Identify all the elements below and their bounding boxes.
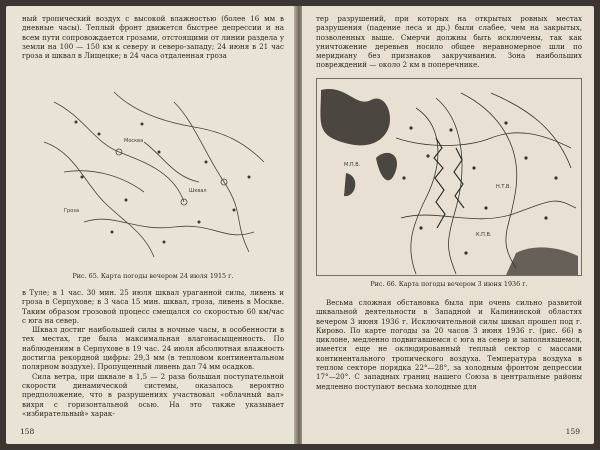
left-top-paragraph <box>22 14 284 60</box>
left-para-1: в Туле; в 1 час. 30 мин. 25 июля шквал ураганной силы, ливень и гроза в Серпухове; в 3 часа 15 мин. шквал, гроза, ливень в Москве. Таким образом грозовой процесс смещался со скоростью 60 км/час с юга на север. <box>22 288 284 325</box>
right-top-paragraph <box>316 14 582 70</box>
left-para-2: Шквал достиг наибольшей силы в ночные часы, в особенности в тех местах, где была максимальная влагонасыщенность. По наблюдениям в Серпухове в 19 час. 24 июля абсолютная влажность достигла рекордной цифры: 29,3 мм (в тепловом континентальном полярном воздухе). Пропущенный ливень дал 74 мм осадков. <box>22 325 284 372</box>
left-page-number: 158 <box>20 427 35 436</box>
map-label-1: Москва <box>124 138 144 144</box>
left-page <box>6 6 296 444</box>
left-para-3: Сила ветра, при шквале в 1,5 — 2 раза большая поступательной скорости динамической системы, оказалось вероятно предположение, что в разрушениях участвовал «облачный вал» вихря с горизонтальной осью. На это также указывает «избирательный» харак- <box>22 371 284 418</box>
right-page-number: 159 <box>565 427 580 436</box>
weather-map-fig-66 <box>316 78 582 290</box>
left-body <box>22 288 284 418</box>
right-map-label-2: Н.Т.В. <box>496 184 512 190</box>
weather-map-fig-65 <box>24 82 282 280</box>
left-top-text: ный тропический воздух с высокой влажностью (более 16 мм в дневные часы). Теплый фронт движется быстрее депрессии и на всем пути сопровождается грозами, отстоящими от линии раздела у земли на 100 — 150 км к северу и северо-западу; 24 июня в 21 час гроза и шквал в Лищецке; в 24 часа отдаленная гроза <box>22 14 284 61</box>
map-label-3: Гроза <box>64 208 80 214</box>
figure-66-caption: Рис. 66. Карта погоды вечером 3 июня 1936 г. <box>370 280 528 288</box>
right-map-label-3: К.П.В. <box>476 232 492 238</box>
right-page <box>302 6 594 444</box>
right-map-label-1: М.П.В. <box>344 162 361 168</box>
weather-map-left <box>24 82 282 268</box>
map-label-2: Шквал <box>189 188 207 194</box>
right-para-1: Весьма сложная обстановка была при очень сильно развитой шквальной деятельности в Западной и Калининской областях вечером 3 июня 1936 г. Исключительной силы шквал прошел под г. Кирово. По карте погоды за 20 часов 3 июня 1936 г. (рис. 66) в циклоне, медленно подвигавшемся с юга на север и заполнявшемся, имеется еще не оклюдированный теплый сектор с массами континентального тропического воздуха. Температура воздуха в теплом секторе порядка 22°—28°, за холодным фронтом депрессии 17°—20°. С западных границ нашего Союза в центральные районы медленно поступают весьма холодные для <box>316 298 582 391</box>
right-body <box>316 298 582 391</box>
weather-map-right <box>316 78 582 276</box>
figure-65-caption: Рис. 65. Карта погоды вечером 24 июля 1915 г. <box>72 272 234 280</box>
right-top-text: тер разрушений, при которых на открытых ровных местах разрушения (падение леса и др.) были слабее, чем на закрытых, позволенных выше. Смерчи должны быть исключены, так как уничтожение деревьев носило общее неравномерное шли по меридиану без признаков закручивания. Зона наибольших повреждений — около 2 км в поперечнике. <box>316 14 582 70</box>
